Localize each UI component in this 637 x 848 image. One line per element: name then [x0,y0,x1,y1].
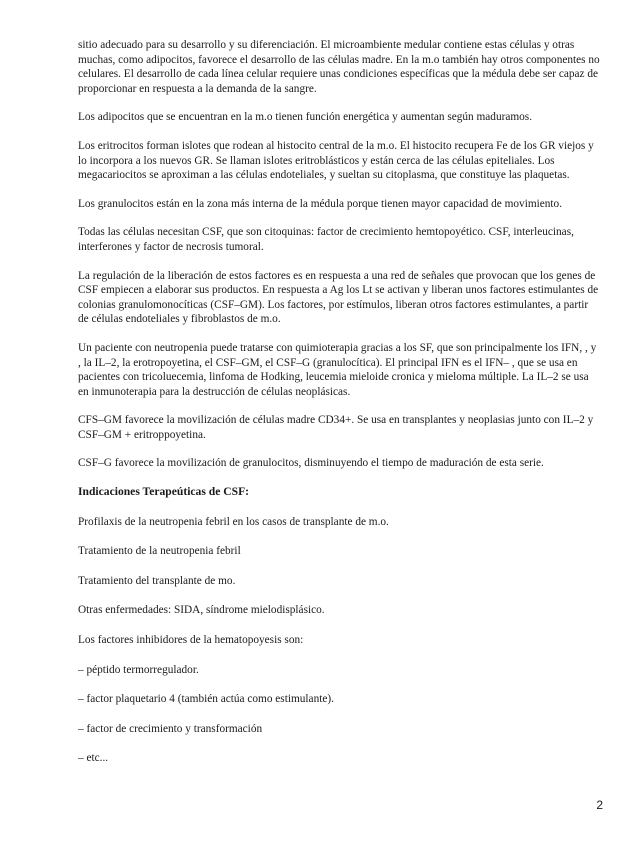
paragraph-adipocitos: Los adipocitos que se encuentran en la m.o tienen función energética y aumentan según maduramos. [78,111,533,124]
document-page [78,38,600,781]
list-item: Otras enfermedades: SIDA, síndrome mielodisplásico. [78,604,325,617]
paragraph-csf: Todas las células necesitan CSF, que son citoquinas: factor de crecimiento hemtopoyético. CSF, interleucinas, interferones y factor de necrosis tumoral. [78,226,574,253]
paragraph-microambiente: sitio adecuado para su desarrollo y su diferenciación. El microambiente medular contiene estas células y otras muchas, como adipocitos, favorece el desarrollo de las células madre. En la m.o también hay otros componentes no celulares. El desarrollo de cada línea celular requiere unas condiciones específicas que la médula debe ser capaz de proporcionar en respuesta a la demanda de la sangre. [78,39,600,95]
paragraph-neutropenia: Un paciente con neutropenia puede tratarse con quimioterapia gracias a los SF, que son principalmente los IFN, , y , la IL–2, la erotropoyetina, el CSF–GM, el CSF–G (granulocítica). El principal IFN es el IFN– , que se usa en pacientes con tricoluecemia, linfoma de Hodking, leucemia mieloide cronica y mieloma múltiple. La IL–2 se usa en inmunoterapia para la destrucción de células neoplásicas. [78,341,597,398]
paragraph-cfs-gm: CFS–GM favorece la movilización de células madre CD34+. Se usa en transplantes y neoplasias junto con IL–2 y CSF–GM + eritroppoyetina. [78,414,594,441]
list-item: – factor de crecimiento y transformación [78,722,263,735]
list-item: Los factores inhibidores de la hematopoyesis son: [78,634,304,647]
paragraph-regulacion: La regulación de la liberación de estos factores es en respuesta a una red de señales que provocan que los genes de CSF empiecen a elaborar sus productos. En respuesta a Ag los Lt se activan y liberan unos factores estimulantes de colonias granulomonocíticas (CSF–GM). Los factores, por estímulos, liberan otros factores estimulantes, a partir de células endoteliales y fibroblastos de m.o. [78,269,599,326]
list-item: Tratamiento del transplante de mo. [78,574,236,587]
paragraph-csf-g: CSF–G favorece la movilización de granulocitos, disminuyendo el tiempo de maduración de esta serie. [78,457,544,470]
list-item: – etc... [78,752,109,765]
list-item: – factor plaquetario 4 (también actúa como estimulante). [78,693,334,706]
list-item: Tratamiento de la neutropenia febril [78,545,241,558]
list-item: Profilaxis de la neutropenia febril en los casos de transplante de m.o. [78,515,389,528]
list-item: – péptido termorregulador. [78,663,199,676]
paragraph-granulocitos: Los granulocitos están en la zona más interna de la médula porque tienen mayor capacidad de movimiento. [78,197,563,210]
section-heading: Indicaciones Terapeúticas de CSF: [78,485,250,499]
paragraph-eritrocitos: Los eritrocitos forman islotes que rodean al histocito central de la m.o. El histocito recupera Fe de los GR viejos y lo incorpora a los nuevos GR. Se llaman islotes eritroblásticos y están cerca de las células epiteliales. Los megacariocitos se aproximan a las células endoteliales, y sueltan su citoplasma, que constituye las plaquetas. [78,139,594,182]
page-number: 2 [596,798,603,812]
